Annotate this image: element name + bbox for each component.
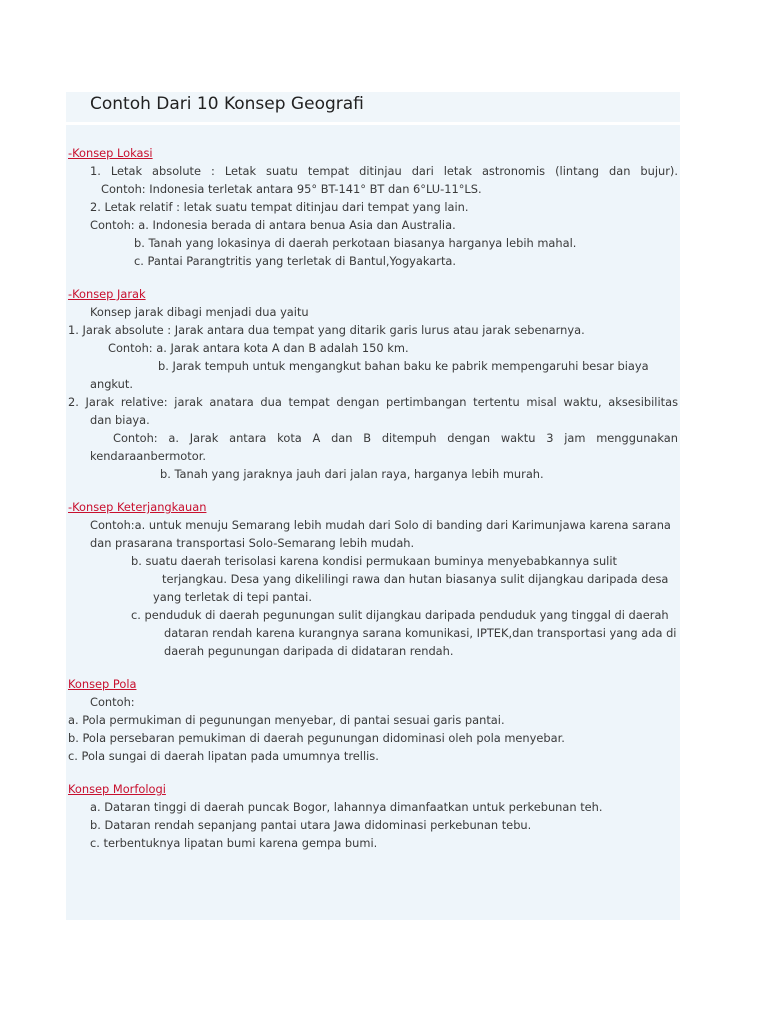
heading-konsep-lokasi: -Konsep Lokasi <box>68 146 153 160</box>
heading-konsep-jarak: -Konsep Jarak <box>68 287 146 301</box>
morfologi-line: a. Dataran tinggi di daerah puncak Bogor, lahannya dimanfaatkan untuk perkebunan teh. <box>90 800 603 814</box>
jarak-line: Contoh: a. Jarak antara kota A dan B adalah 150 km. <box>108 341 409 355</box>
morfologi-line: b. Dataran rendah sepanjang pantai utara Jawa didominasi perkebunan tebu. <box>90 818 532 832</box>
keterjangkauan-line: terjangkau. Desa yang dikelilingi rawa dan hutan biasanya sulit dijangkau daripada desa <box>162 572 669 586</box>
keterjangkauan-line: dataran rendah karena kurangnya sarana komunikasi, IPTEK,dan transportasi yang ada di <box>164 626 677 640</box>
page-title: Contoh Dari 10 Konsep Geografi <box>90 94 364 114</box>
jarak-line: b. Tanah yang jaraknya jauh dari jalan raya, harganya lebih murah. <box>160 467 544 481</box>
jarak-line: 2. Jarak relative: jarak anatara dua tempat dengan pertimbangan tertentu misal waktu, aksesibilitas <box>68 395 678 409</box>
pola-line: Contoh: <box>90 695 135 709</box>
heading-konsep-pola: Konsep Pola <box>68 677 137 691</box>
lokasi-line: Contoh: a. Indonesia berada di antara benua Asia dan Australia. <box>90 218 456 232</box>
jarak-line: angkut. <box>90 377 133 391</box>
keterjangkauan-line: c. penduduk di daerah pegunungan sulit dijangkau daripada penduduk yang tinggal di daerah <box>131 608 669 622</box>
pola-line: a. Pola permukiman di pegunungan menyebar, di pantai sesuai garis pantai. <box>68 713 505 727</box>
keterjangkauan-line: dan prasarana transportasi Solo-Semarang lebih mudah. <box>90 536 415 550</box>
pola-line: c. Pola sungai di daerah lipatan pada umumnya trellis. <box>68 749 379 763</box>
keterjangkauan-line: Contoh:a. untuk menuju Semarang lebih mudah dari Solo di banding dari Karimunjawa karena sarana <box>90 518 671 532</box>
morfologi-line: c. terbentuknya lipatan bumi karena gempa bumi. <box>90 836 378 850</box>
keterjangkauan-line: yang terletak di tepi pantai. <box>153 590 312 604</box>
keterjangkauan-line: daerah pegunungan daripada di didataran rendah. <box>164 644 454 658</box>
pola-line: b. Pola persebaran pemukiman di daerah pegunungan didominasi oleh pola menyebar. <box>68 731 565 745</box>
lokasi-line: 2. Letak relatif : letak suatu tempat ditinjau dari tempat yang lain. <box>90 200 469 214</box>
jarak-line: dan biaya. <box>90 413 150 427</box>
jarak-line: kendaraanbermotor. <box>90 449 206 463</box>
heading-konsep-morfologi: Konsep Morfologi <box>68 782 166 796</box>
keterjangkauan-line: b. suatu daerah terisolasi karena kondisi permukaan buminya menyebabkannya sulit <box>131 554 617 568</box>
jarak-line: Contoh: a. Jarak antara kota A dan B ditempuh dengan waktu 3 jam menggunakan <box>113 431 678 445</box>
jarak-line: Konsep jarak dibagi menjadi dua yaitu <box>90 305 309 319</box>
heading-konsep-keterjangkauan: -Konsep Keterjangkauan <box>68 500 207 514</box>
jarak-line: b. Jarak tempuh untuk mengangkut bahan baku ke pabrik mempengaruhi besar biaya <box>158 359 649 373</box>
lokasi-line: Contoh: Indonesia terletak antara 95° BT-141° BT dan 6°LU-11°LS. <box>101 182 482 196</box>
lokasi-line: b. Tanah yang lokasinya di daerah perkotaan biasanya harganya lebih mahal. <box>134 236 577 250</box>
lokasi-line: 1. Letak absolute : Letak suatu tempat ditinjau dari letak astronomis (lintang dan bujur). <box>90 164 678 178</box>
jarak-line: 1. Jarak absolute : Jarak antara dua tempat yang ditarik garis lurus atau jarak sebenarnya. <box>68 323 585 337</box>
lokasi-line: c. Pantai Parangtritis yang terletak di Bantul,Yogyakarta. <box>134 254 457 268</box>
